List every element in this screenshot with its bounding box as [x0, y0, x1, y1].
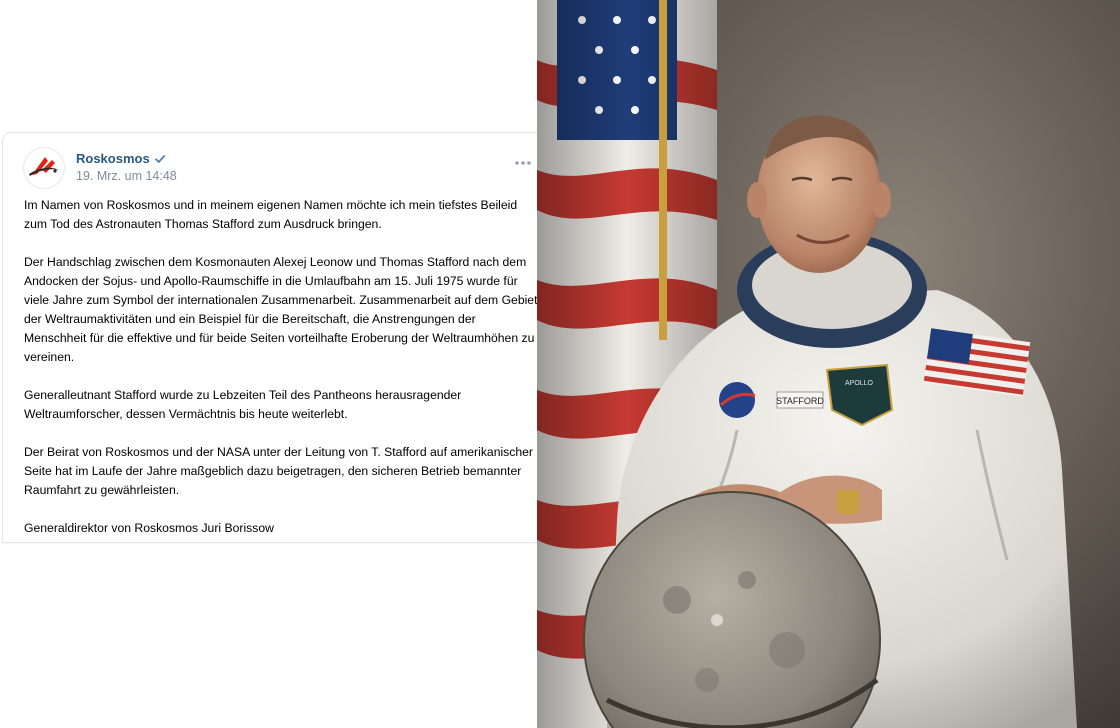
roskosmos-logo-icon — [24, 148, 64, 188]
post-paragraph-3: Generalleutnant Stafford wurde zu Lebzeiten Teil des Pantheons herausragender Weltraumforscher, dessen Vermächtnis bis heute weiterlebt. — [24, 388, 462, 421]
post-date[interactable]: 19. Mrz. um 14:48 — [76, 169, 177, 183]
verified-check-icon — [154, 153, 166, 165]
nasa-patch — [719, 382, 755, 418]
post-card — [3, 133, 555, 542]
mission-patch-text: APOLLO — [844, 380, 874, 387]
post-paragraph-2: Der Handschlag zwischen dem Kosmonauten Alexej Leonow und Thomas Stafford nach dem Andocken der Sojus- und Apollo-Raumschiffe in die Umlaufbahn am 15. Juli 1975 wurde für viele Jahre zum Symbol der internationalen Zusammenarbeit. Zusammenarbeit auf dem Gebiet der Weltraumaktivitäten und ein Beispiel für die Bereitschaft, die Anstrengungen der Menschheit für die effektive und für beide Seiten vorteilhafte Eroberung der Weltraumhöhen zu vereinen. — [24, 255, 538, 364]
post-menu-button[interactable] — [513, 155, 533, 171]
post-paragraph-4: Der Beirat von Roskosmos und der NASA unter der Leitung von T. Stafford auf amerikanischer Seite hat im Laufe der Jahre maßgeblich dazu beigetragen, den sicheren Betrieb bemannter Raumfahrt zu gewährleisten. — [24, 445, 533, 497]
roskosmos-avatar[interactable] — [24, 148, 64, 188]
more-horizontal-icon — [514, 160, 532, 166]
name-tag-text: STAFFORD — [776, 396, 824, 406]
post-paragraph-1: Im Namen von Roskosmos und in meinem eigenen Namen möchte ich mein tiefstes Beileid zum Tod des Astronauten Thomas Stafford zum Ausdruck bringen. — [24, 198, 518, 231]
post-text — [24, 196, 539, 538]
astronaut-portrait-photo[interactable] — [537, 0, 1120, 728]
author-name[interactable]: Roskosmos — [76, 151, 150, 166]
post-author[interactable] — [76, 151, 166, 166]
post-paragraph-5: Generaldirektor von Roskosmos Juri Borissow — [24, 521, 274, 535]
